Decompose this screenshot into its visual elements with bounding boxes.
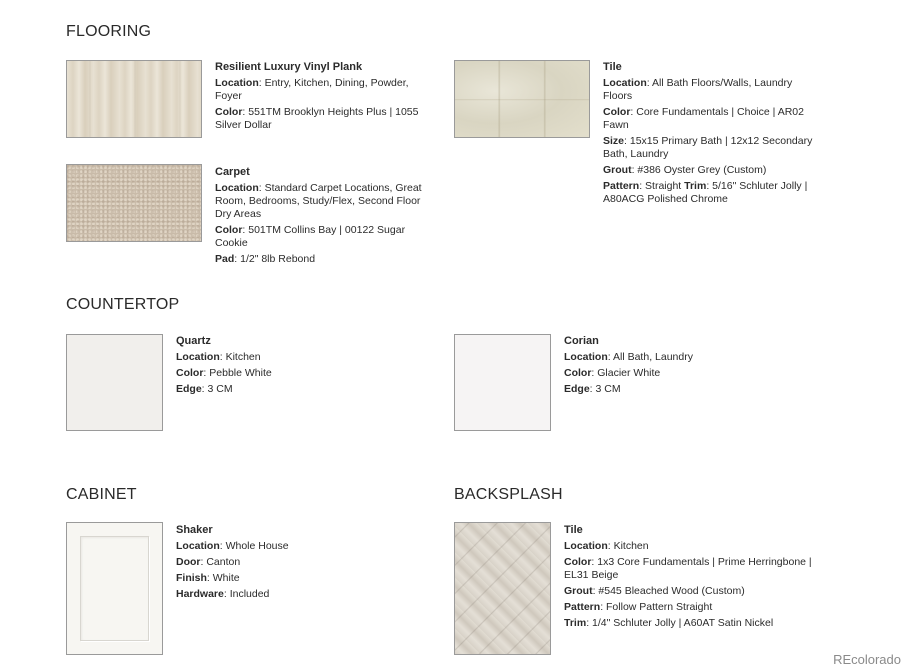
- quartz-location: Location: Kitchen: [176, 351, 261, 363]
- tile-floor-swatch-image: [454, 60, 590, 138]
- corian-title: Corian: [564, 335, 599, 347]
- flooring-heading: FLOORING: [66, 23, 152, 40]
- carpet-pad: Pad: 1/2" 8lb Rebond: [215, 253, 316, 265]
- quartz-swatch-image: [66, 334, 163, 431]
- backsplash-tile-pattern: Pattern: Follow Pattern Straight: [564, 601, 713, 613]
- corian-location: Location: All Bath, Laundry: [564, 351, 693, 363]
- tile-floor-pattern-trim: Pattern: Straight Trim: 5/16" Schluter Jolly | A80ACG Polished Chrome: [603, 180, 808, 205]
- tile-floor-title: Tile: [603, 61, 622, 73]
- shaker-location: Location: Whole House: [176, 540, 289, 552]
- lvp-color: Color: 551TM Brooklyn Heights Plus | 1055 Silver Dollar: [215, 106, 419, 131]
- shaker-hardware: Hardware: Included: [176, 588, 270, 600]
- tile-floor-grout: Grout: #386 Oyster Grey (Custom): [603, 164, 767, 176]
- cabinet-heading: CABINET: [66, 486, 137, 503]
- recolorado-watermark: REcolorado: [833, 652, 901, 667]
- backsplash-heading: BACKSPLASH: [454, 486, 563, 503]
- quartz-details: [176, 335, 396, 405]
- shaker-finish: Finish: White: [176, 572, 240, 584]
- shaker-details: [176, 524, 396, 609]
- tile-floor-location: Location: All Bath Floors/Walls, Laundry Floors: [603, 77, 793, 102]
- lvp-swatch-image: [66, 60, 202, 138]
- tile-floor-color: Color: Core Fundamentals | Choice | AR02 Fawn: [603, 106, 804, 131]
- shaker-title: Shaker: [176, 524, 213, 536]
- tile-floor-details: [603, 61, 823, 205]
- quartz-title: Quartz: [176, 335, 211, 347]
- backsplash-tile-swatch-image: [454, 522, 551, 655]
- shaker-door-panel: [80, 536, 149, 641]
- quartz-edge: Edge: 3 CM: [176, 383, 233, 395]
- shaker-door: Door: Canton: [176, 556, 241, 568]
- carpet-swatch-image: [66, 164, 202, 242]
- backsplash-tile-location: Location: Kitchen: [564, 540, 649, 552]
- lvp-details: [215, 61, 435, 133]
- backsplash-tile-color: Color: 1x3 Core Fundamentals | Prime Herringbone | EL31 Beige: [564, 556, 812, 581]
- lvp-title: Resilient Luxury Vinyl Plank: [215, 61, 363, 73]
- carpet-details: [215, 166, 435, 263]
- corian-details: [564, 335, 784, 405]
- shaker-swatch-image: [66, 522, 163, 655]
- lvp-location: Location: Entry, Kitchen, Dining, Powder, Foyer: [215, 77, 409, 102]
- backsplash-tile-trim: Trim: 1/4" Schluter Jolly | A60AT Satin Nickel: [564, 617, 774, 629]
- carpet-color: Color: 501TM Collins Bay | 00122 Sugar Cookie: [215, 224, 406, 249]
- carpet-location: Location: Standard Carpet Locations, Great Room, Bedrooms, Study/Flex, Second Floor Dry Areas: [215, 182, 422, 220]
- countertop-heading: COUNTERTOP: [66, 296, 180, 313]
- backsplash-tile-title: Tile: [564, 524, 583, 536]
- backsplash-tile-grout: Grout: #545 Bleached Wood (Custom): [564, 585, 745, 597]
- backsplash-tile-details: [564, 524, 819, 630]
- corian-color: Color: Glacier White: [564, 367, 661, 379]
- herringbone-pattern-overlay: [455, 523, 550, 654]
- carpet-title: Carpet: [215, 166, 250, 178]
- tile-floor-size: Size: 15x15 Primary Bath | 12x12 Secondary Bath, Laundry: [603, 135, 813, 160]
- quartz-color: Color: Pebble White: [176, 367, 272, 379]
- corian-edge: Edge: 3 CM: [564, 383, 621, 395]
- corian-swatch-image: [454, 334, 551, 431]
